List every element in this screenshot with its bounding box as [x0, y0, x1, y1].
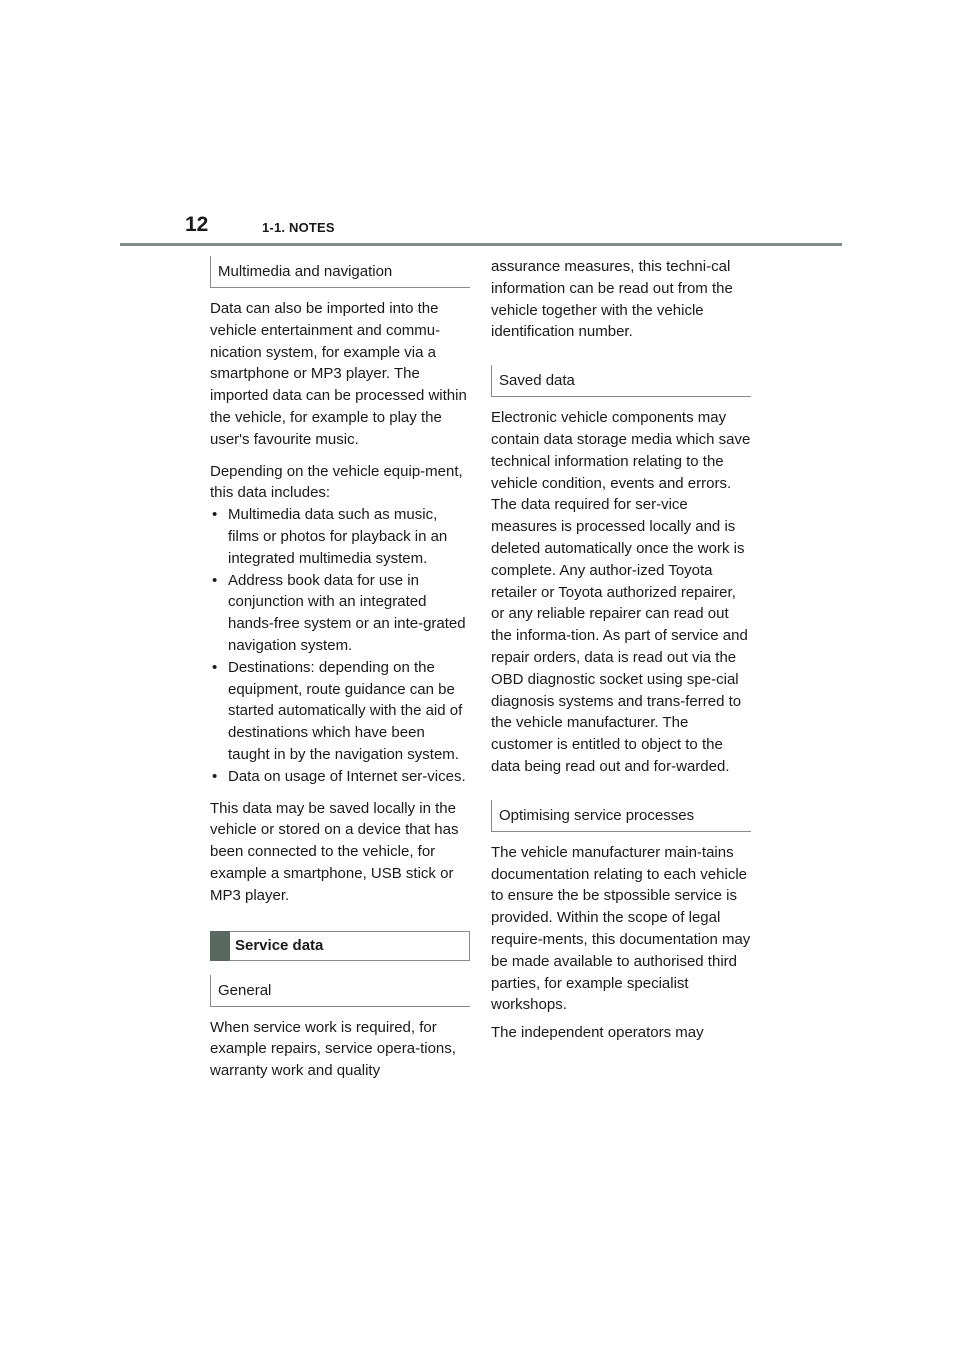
- multimedia-heading: Multimedia and navigation: [210, 256, 470, 288]
- list-item: • Multimedia data such as music, films or photos for playback in an integrated multimedia system.: [212, 506, 448, 567]
- bullet-icon: •: [212, 506, 218, 524]
- general-heading: General: [210, 975, 470, 1007]
- left-column: [210, 256, 470, 1082]
- page-number: 12: [185, 213, 209, 236]
- service-data-heading-label: Service data: [235, 936, 324, 954]
- list-item: • Address book data for use in conjunction with an integrated hands-free system or an inte-grated navigation system.: [212, 571, 466, 654]
- list-item: • Destinations: depending on the equipment, route guidance can be started automatically with the aid of destinations which have been taught in by the navigation system.: [212, 658, 463, 763]
- bullet-icon: •: [212, 767, 218, 785]
- optimising-heading: Optimising service processes: [491, 800, 751, 832]
- section-label: 1-1. NOTES: [262, 220, 335, 235]
- saved-data-paragraph: Electronic vehicle components may contain data storage media which save technical information relating to the vehicle condition, events and errors. The data required for ser-vice measures is processed locally and is deleted automatically once the work is complete. Any author-ized Toyota retailer or Toyota authorized repairer, or any reliable repairer can read out the informa-tion. As part of service and repair orders, data is read out via the OBD diagnostic socket using spe-cial diagnosis systems and trans-ferred to the vehicle manufacturer. The customer is entitled to object to the data being read out and for-warded.: [491, 409, 751, 775]
- assurance-paragraph: assurance measures, this techni-cal information can be read out from the vehicle together with the vehicle identification number.: [491, 258, 733, 341]
- list-item: • Data on usage of Internet ser-vices.: [210, 766, 470, 788]
- bullet-icon: •: [212, 658, 218, 676]
- bullet-icon: •: [212, 571, 218, 589]
- section-bar-icon: [210, 931, 230, 961]
- data-includes-list: [210, 504, 470, 787]
- header-rule: [120, 243, 842, 246]
- optimising-paragraph: The vehicle manufacturer main-tains documentation relating to each vehicle to ensure the be stpossible service is provided. Within the scope of legal require-ments, this documentation may be made available to authorised third parties, for example specialist workshops.: [491, 843, 751, 1014]
- multimedia-paragraph: Data can also be imported into the vehicle entertainment and commu-nication system, for example via a smartphone or MP3 player. The imported data can be processed within the vehicle, for example to play the user's favourite music.: [210, 300, 467, 448]
- service-work-paragraph: When service work is required, for example repairs, service opera-tions, warranty work and quality: [210, 1018, 456, 1080]
- storage-paragraph: This data may be saved locally in the vehicle or stored on a device that has been connected to the vehicle, for example a smartphone, USB stick or MP3 player.: [210, 799, 459, 904]
- independent-operators-paragraph: The independent operators may: [491, 1024, 704, 1042]
- equipment-paragraph: Depending on the vehicle equip-ment, this data includes:: [210, 462, 463, 502]
- saved-data-heading: Saved data: [491, 365, 751, 397]
- right-column: [491, 256, 751, 1044]
- service-data-heading: [210, 931, 470, 961]
